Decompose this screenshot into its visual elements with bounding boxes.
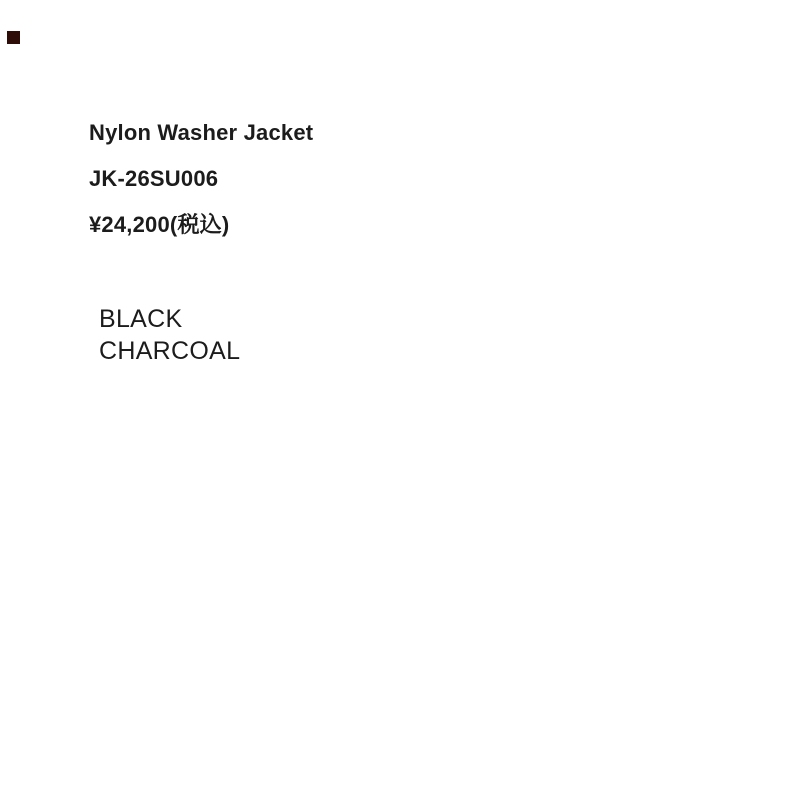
- color-options-list: [99, 303, 240, 367]
- corner-marker: [7, 31, 20, 44]
- product-name: Nylon Washer Jacket: [89, 120, 314, 145]
- color-option-charcoal[interactable]: CHARCOAL: [99, 337, 241, 365]
- product-code: JK-26SU006: [89, 166, 219, 191]
- color-option-black[interactable]: BLACK: [99, 305, 183, 333]
- product-price: ¥24,200(税込): [89, 212, 230, 237]
